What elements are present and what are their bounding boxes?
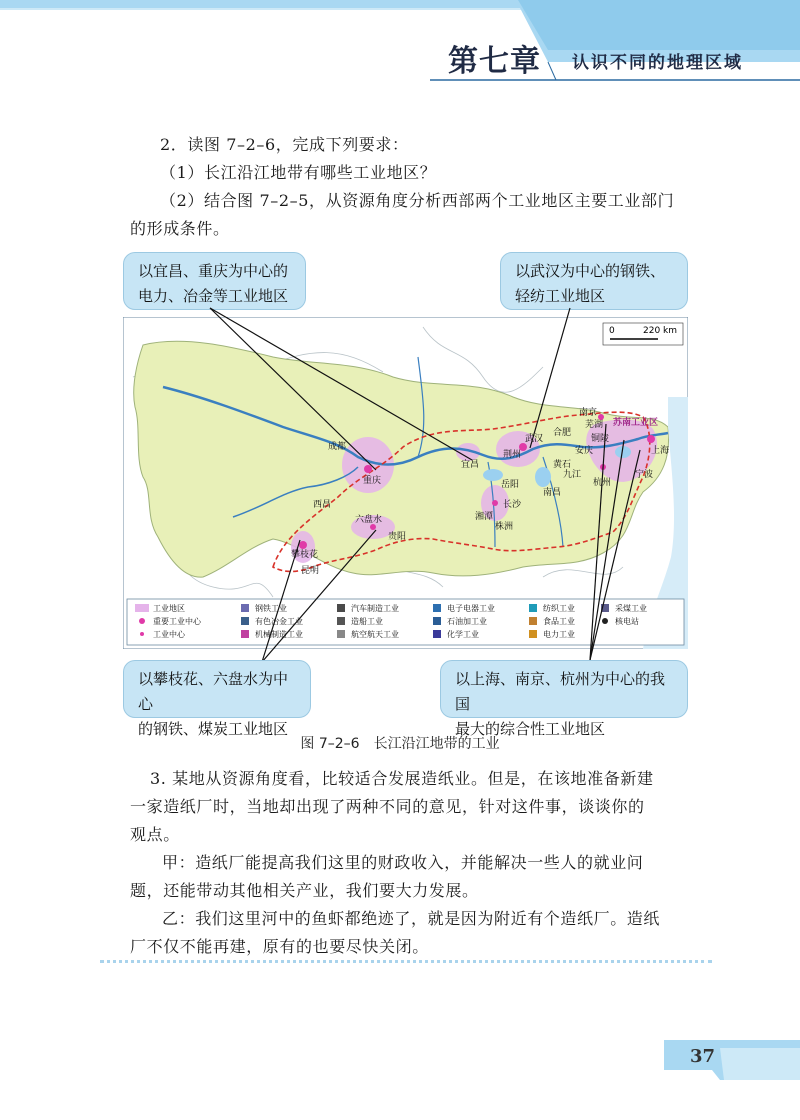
q3-line4: 甲：造纸厂能提高我们这里的财政收入，并能解决一些人的就业问 bbox=[162, 853, 644, 872]
callout-text: 以上海、南京、杭州为中心的我国 bbox=[455, 670, 666, 713]
city-chengdu: 成都 bbox=[328, 442, 347, 452]
city-yichang: 宜昌 bbox=[461, 460, 480, 470]
city-chongqing: 重庆 bbox=[363, 476, 382, 486]
legend-electronics: 电子电器工业 bbox=[447, 604, 495, 613]
figure-caption: 图 7–2–6 长江沿江地带的工业 bbox=[300, 736, 500, 752]
city-zhuzhou: 株洲 bbox=[495, 522, 514, 532]
city-panzhihua: 攀枝花 bbox=[291, 550, 319, 560]
callout-text: 最大的综合性工业地区 bbox=[455, 720, 606, 738]
q3-line2: 一家造纸厂时，当地却出现了两种不同的意见，针对这件事，谈谈你的 bbox=[130, 797, 645, 816]
legend-nuclear: 核电站 bbox=[615, 617, 639, 626]
legend-major-center: 重要工业中心 bbox=[153, 617, 201, 626]
city-ningbo: 宁波 bbox=[635, 470, 654, 480]
q3-line6: 乙：我们这里河中的鱼虾都绝迹了，就是因为附近有个造纸厂。造纸 bbox=[162, 909, 661, 928]
legend-center: 工业中心 bbox=[153, 630, 185, 639]
legend-machinery: 机械制造工业 bbox=[255, 630, 303, 639]
city-yueyang: 岳阳 bbox=[501, 480, 520, 490]
legend-coal: 采煤工业 bbox=[615, 604, 647, 613]
callout-panzhihua-liupanshui bbox=[123, 660, 311, 738]
q3-line5: 题，还能带动其他相关产业，我们要大力发展。 bbox=[130, 881, 479, 900]
legend-textile: 纺织工业 bbox=[543, 604, 575, 613]
city-liupanshui: 六盘水 bbox=[355, 515, 383, 525]
label-sunan: 苏南工业区 bbox=[613, 418, 659, 428]
legend-shipbuilding: 造船工业 bbox=[351, 617, 383, 626]
legend-chemical: 化学工业 bbox=[447, 630, 479, 639]
callout-text: 的钢铁、煤炭工业地区 bbox=[138, 720, 289, 738]
q3-line1: 3. 某地从资源角度看，比较适合发展造纸业。但是，在该地准备新建 bbox=[150, 769, 654, 788]
page-number: 37 bbox=[690, 1046, 716, 1067]
legend-steel: 钢铁工业 bbox=[255, 604, 287, 613]
callout-text: 电力、冶金等工业地区 bbox=[138, 287, 289, 305]
city-xichang: 西昌 bbox=[313, 500, 332, 510]
callout-text: 以武汉为中心的钢铁、 bbox=[515, 262, 666, 280]
q2-line2: （1）长江沿江地带有哪些工业地区？ bbox=[160, 163, 437, 182]
city-hangzhou: 杭州 bbox=[593, 478, 612, 488]
legend-aerospace: 航空航天工业 bbox=[351, 630, 399, 639]
city-jiujiang: 九江 bbox=[563, 470, 582, 480]
city-hefei: 合肥 bbox=[553, 428, 572, 438]
city-xiangtan: 湘潭 bbox=[475, 512, 494, 522]
legend-auto: 汽车制造工业 bbox=[351, 604, 399, 613]
city-nanchang: 南昌 bbox=[543, 488, 562, 498]
legend-industrial-area: 工业地区 bbox=[153, 604, 185, 613]
legend-nonferrous: 有色冶金工业 bbox=[255, 617, 303, 626]
callout-text: 轻纺工业地区 bbox=[515, 287, 606, 305]
city-changsha: 长沙 bbox=[503, 500, 522, 510]
legend-petroleum: 石油加工业 bbox=[447, 617, 487, 626]
city-wuhu: 芜湖 bbox=[585, 420, 604, 430]
city-jingzhou: 荆州 bbox=[503, 450, 522, 460]
city-kunming: 昆明 bbox=[301, 566, 320, 576]
city-anqing: 安庆 bbox=[575, 446, 594, 456]
city-wuhan: 武汉 bbox=[525, 434, 544, 444]
chapter-title: 第七章 bbox=[448, 44, 541, 79]
scale-label: 220 km bbox=[643, 326, 678, 336]
city-guiyang: 贵阳 bbox=[388, 532, 407, 542]
city-nanjing: 南京 bbox=[579, 408, 598, 418]
legend-power: 电力工业 bbox=[543, 630, 575, 639]
footer-band bbox=[0, 1030, 800, 1090]
section-title: 认识不同的地理区域 bbox=[572, 53, 743, 73]
city-huangshi: 黄石 bbox=[553, 460, 572, 470]
q3-line7: 厂不仅不能再建，原有的也要尽快关闭。 bbox=[130, 937, 429, 956]
legend-food: 食品工业 bbox=[543, 617, 575, 626]
scale-zero: 0 bbox=[609, 326, 615, 336]
q2-line3: （2）结合图 7–2–5，从资源角度分析西部两个工业地区主要工业部门 bbox=[160, 191, 675, 210]
q2-line1: 2．读图 7–2–6，完成下列要求： bbox=[160, 135, 409, 154]
dotted-divider bbox=[100, 960, 712, 964]
q3-line3: 观点。 bbox=[130, 825, 180, 844]
callout-text: 以攀枝花、六盘水为中心 bbox=[138, 670, 289, 713]
city-tongling: 铜陵 bbox=[591, 434, 610, 444]
callout-shanghai-nanjing-hangzhou bbox=[440, 660, 688, 738]
callout-text: 以宜昌、重庆为中心的 bbox=[138, 262, 289, 280]
city-shanghai: 上海 bbox=[651, 446, 670, 456]
q2-line4: 的形成条件。 bbox=[130, 219, 230, 238]
